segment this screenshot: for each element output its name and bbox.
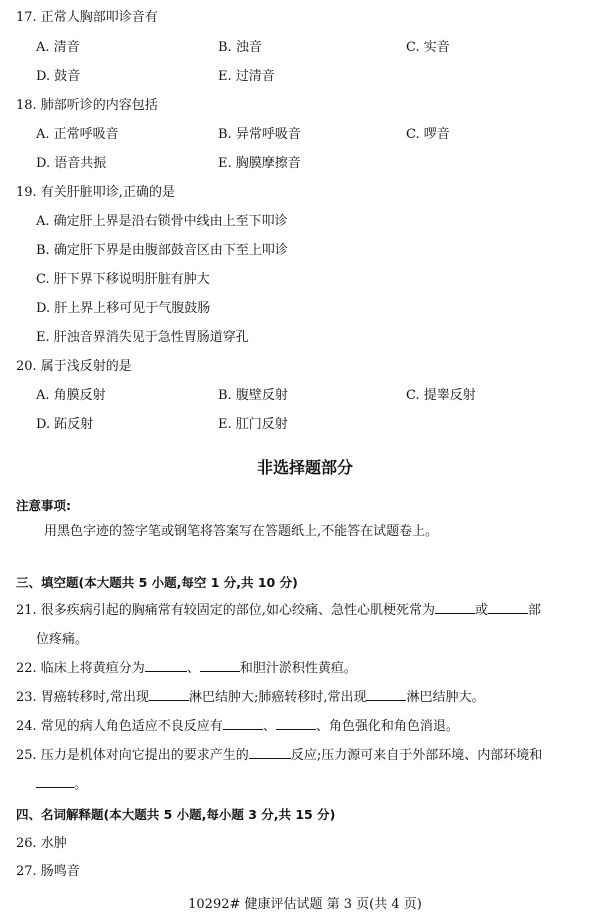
option-20-c: C. 提睾反射 (406, 388, 476, 403)
part4-heading: 四、名词解释题(本大题共 5 小题,每小题 3 分,共 15 分) (16, 807, 336, 822)
option-19-e: E. 肝浊音界消失见于急性胃肠道穿孔 (36, 330, 249, 345)
question-21-text-c: 部 (527, 603, 541, 618)
question-22-text-b: 、 (186, 661, 200, 676)
blank-22-1 (145, 659, 187, 672)
option-19-c: C. 肝下界下移说明肝脏有肿大 (36, 272, 210, 287)
question-26: 26. 水肿 (16, 836, 67, 851)
question-17-stem: 17. 正常人胸部叩诊音有 (16, 10, 158, 25)
question-24-text-c: 、角色强化和角色消退。 (315, 719, 459, 734)
option-17-c: C. 实音 (406, 40, 450, 55)
option-17-e: E. 过清音 (218, 69, 275, 84)
option-18-a: A. 正常呼吸音 (36, 127, 119, 142)
question-22-text-a: 22. 临床上将黄疸分为 (16, 661, 145, 676)
option-20-e: E. 肛门反射 (218, 417, 288, 432)
notice-text: 用黑色字迹的签字笔或钢笔将答案写在答题纸上,不能答在试题卷上。 (44, 524, 439, 539)
question-24 (16, 717, 610, 737)
option-17-d: D. 鼓音 (36, 69, 81, 84)
option-20-d: D. 跖反射 (36, 417, 94, 432)
question-25-text-b: 反应;压力源可来自于外部环境、内部环境和 (290, 748, 543, 763)
question-22 (16, 659, 610, 679)
blank-21-1 (435, 601, 475, 614)
question-21-text-a: 21. 很多疾病引起的胸痛常有较固定的部位,如心绞痛、急性心肌梗死常为 (16, 603, 435, 618)
option-17-a: A. 清音 (36, 40, 80, 55)
blank-23-1 (149, 688, 189, 701)
question-21-line1 (16, 601, 610, 621)
option-20-b: B. 腹壁反射 (218, 388, 288, 403)
option-19-a: A. 确定肝上界是沿右锁骨中线由上至下叩诊 (36, 214, 288, 229)
option-19-d: D. 肝上界上移可见于气腹鼓肠 (36, 301, 211, 316)
option-18-b: B. 异常呼吸音 (218, 127, 301, 142)
option-18-d: D. 语音共振 (36, 156, 107, 171)
question-19-stem: 19. 有关肝脏叩诊,正确的是 (16, 185, 175, 200)
question-21-text-b: 或 (474, 603, 488, 618)
option-18-e: E. 胸膜摩擦音 (218, 156, 301, 171)
question-25-line2 (36, 775, 610, 795)
blank-21-2 (488, 601, 528, 614)
notice-label: 注意事项: (16, 498, 71, 513)
blank-22-2 (200, 659, 240, 672)
blank-24-1 (223, 717, 263, 730)
part3-heading: 三、填空题(本大题共 5 小题,每空 1 分,共 10 分) (16, 575, 298, 590)
question-24-text-a: 24. 常见的病人角色适应不良反应有 (16, 719, 223, 734)
blank-23-2 (366, 688, 406, 701)
question-20-stem: 20. 属于浅反射的是 (16, 359, 132, 374)
page-footer: 10292# 健康评估试题 第 3 页(共 4 页) (188, 897, 422, 912)
blank-25-1 (249, 746, 291, 759)
option-20-a: A. 角膜反射 (36, 388, 106, 403)
question-22-text-c: 和胆汁淤积性黄疸。 (239, 661, 357, 676)
option-17-b: B. 浊音 (218, 40, 262, 55)
question-21-line2: 位疼痛。 (36, 632, 89, 647)
blank-25-2 (36, 775, 74, 788)
option-19-b: B. 确定肝下界是由腹部鼓音区由下至上叩诊 (36, 243, 288, 258)
option-18-c: C. 啰音 (406, 127, 450, 142)
question-25-text-c: 。 (74, 777, 88, 792)
section-title: 非选择题部分 (256, 458, 353, 477)
question-25-text-a: 25. 压力是机体对向它提出的要求产生的 (16, 748, 249, 763)
question-23-text-b: 淋巴结肿大;肺癌转移时,常出现 (188, 690, 367, 705)
question-23 (16, 688, 610, 708)
question-18-stem: 18. 肺部听诊的内容包括 (16, 98, 158, 113)
question-23-text-a: 23. 胃癌转移时,常出现 (16, 690, 149, 705)
question-27: 27. 肠鸣音 (16, 864, 80, 879)
blank-24-2 (276, 717, 316, 730)
question-24-text-b: 、 (262, 719, 276, 734)
question-25-line1 (16, 746, 610, 766)
question-23-text-c: 淋巴结肿大。 (406, 690, 485, 705)
